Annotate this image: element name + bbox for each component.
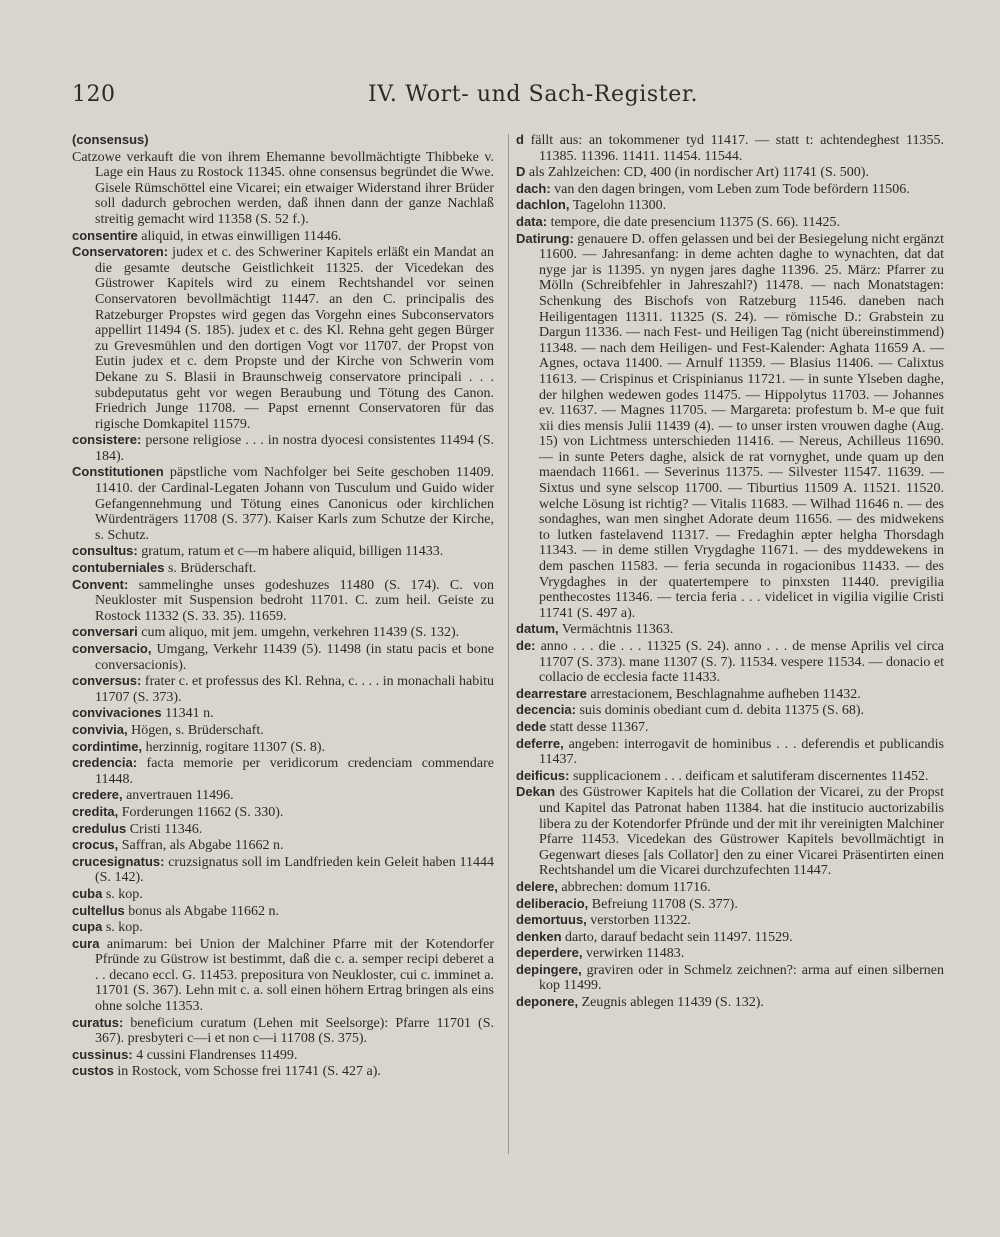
entry-text: statt desse 11367. [546,719,649,735]
entry-text: animarum: bei Union der Malchiner Pfarre mit der Kotendorfer Pfründe zu Güstrow ist bestimmt, daß die c. a. semper recipi deberet a . . decano eccl. G. 11453. prepositura von Neukloster, cui c. imminet a. 11701 (S. 367). Lehn mit c. a. soll einen höhern Ertrag bringen als eins ohne solche 11353. [95,936,494,1015]
index-entry [516,621,944,638]
entry-text: päpstliche vom Nachfolger bei Seite geschoben 11409. 11410. der Cardinal-Legaten Johann von Tusculum und Guido wider Gefangennehmung und Tötung eines Canonicus oder kirchlichen Würdenträgers 11708 (S. 377). Kaiser Karls zum Schutze der Kirche, s. Schutz. [95,465,494,543]
entry-text: cum aliquo, mit jem. umgehn, verkehren 11439 (S. 132). [137,625,460,641]
entry-text: abbrechen: domum 11716. [557,879,711,895]
entry-keyword: contuberniales [72,560,165,576]
entry-keyword: credencia: [72,755,138,771]
index-entry [516,686,944,703]
entry-keyword: deificus: [516,767,570,783]
index-entry [72,854,494,886]
entry-text: anno . . . die . . . 11325 (S. 24). anno . . . de mense Aprilis vel circa 11707 (S. 373). mane 11307 (S. 7). 11534. vespere 11534. — donacio et collacio de ecclesia facte 11433. [535,639,944,686]
entry-keyword: consultus: [72,543,138,559]
index-entry [72,228,494,245]
entry-keyword: demortuus, [516,912,587,928]
entry-text: fällt aus: an tokommener tyd 11417. — statt t: achtendeghest 11355. 11385. 11396. 11411. 11454. 11544. [523,133,944,164]
entry-keyword: deferre, [516,735,564,751]
index-entry [72,804,494,821]
index-entry [72,464,494,543]
index-entry [516,214,944,231]
entry-keyword: crocus, [72,837,119,853]
entry-keyword: credita, [72,803,119,819]
entry-keyword: convivaciones [72,705,162,721]
entry-keyword: cultellus [72,902,125,918]
index-entry [72,560,494,577]
entry-text: supplicacionem . . . deificam et salutiferam discernentes 11452. [569,768,929,784]
entry-text: Befreiung 11708 (S. 377). [588,896,738,912]
index-entry [72,705,494,722]
entry-text: van den dagen bringen, vom Leben zum Tode befördern 11506. [550,181,910,197]
column-divider [508,134,509,1154]
entry-keyword: d [516,132,524,147]
index-entry [72,149,494,228]
entry-text: facta memorie per veridicorum credenciam commendare 11448. [95,756,494,787]
page-header [72,82,932,116]
entry-keyword: denken [516,928,562,944]
entry-keyword: (consensus) [72,132,149,147]
index-entry [516,784,944,879]
index-entry [72,1063,494,1080]
entry-text: genauere D. offen gelassen und bei der Besiegelung nicht ergänzt 11600. — Jahresanfang: in deme achten daghe to wynachten, dat dat nyge jar is 11395. yn nygen jares daghe 11396. 25. März: Pfarrer zu Mölln (Schreibfehler in Jahreszahl?) 11478. — nach Monatstagen: Schenkung des Bischofs von Ratzeburg 11546. daneben nach Heiligentagen 11311. 11325 (S. 24). — römische D.: Grabstein zu Dargun 11336. — nach Fest- und Heiligen Tag (nicht übereinstimmend) 11348. — nach dem Heiligen- und Fest-Kalender: Aghata 11659 A. — Agnes, octava 11400. — Arnulf 11359. — Blasius 11406. — Calixtus 11613. — Crispinus et Crispinianus 11721. — in sunte Ylseben daghe, der hilghen wedewen godes 11475. — Hippolytus 11703. — Johannes ev. 11637. — Magnes 11705. — Margareta: profestum b. M-e que fuit xii dies mensis Julii 11439 (4). — to unser irsten vrouwen daghe (Aug. 15) von Lichtmess unterschieden 11416. — Nereus, Achilleus 11690. — in sunte Peters daghe, alsick de rat vornyghet, unde quam up den maendach 11661. — Severinus 11375. — Silvester 11547. 11639. — Sixtus und syne selscop 11700. — Tiburtius 11509 A. 11521. 11520. welche Lösung ist richtig? — Vitalis 11683. — Wilhad 11646 n. — des sondaghes, wan men singhet Adorate deum 11656. — des midwekens to lutken fastelavend 11317. — Fredaghin æpter helgha Thorsdagh 11343. — in deme stillen Vrygdaghe 11671. — des myddewekens in dem paschen 11583. — feria secunda in rogacionibus 11433. — des Vrygdaghes in der quatertempere to pinxsten 11440. previgilia penthecostes 11346. — tercia feria . . . videlicet in vigilia vigilie Cristi 11741 (S. 497 a). [539,231,944,621]
index-entry [72,886,494,903]
entry-text: Högen, s. Brüderschaft. [127,722,264,738]
entry-keyword: Convent: [72,576,129,592]
index-entry [72,919,494,936]
entry-text: Forderungen 11662 (S. 330). [118,804,284,820]
index-entry [72,244,494,432]
entry-keyword: dede [516,718,547,734]
entry-text: 11341 n. [161,706,214,722]
index-entry [72,543,494,560]
entry-text: gratum, ratum et c—m habere aliquid, billigen 11433. [137,544,444,560]
left-column [72,132,494,1080]
entry-keyword: crucesignatus: [72,853,165,869]
entry-keyword: cuba [72,885,103,901]
entry-text: des Güstrower Kapitels hat die Collation der Vicarei, zu der Propst und Kapitel das Patronat haben 11384. hat die institucio auctorizabilis libera zu der Kotendorfer Pfründe und der mit ihr vereinigten Malchiner Pfarre 11453. Vicedekan des Güstrower Kapitels bevollmächtigt in Gegenwart dieses [als Collator] den zu einer Vicarei Präsentirten einen Rechtshandel um die Vicarei durchzufechten 11447. [539,785,944,879]
entry-keyword: deliberacio, [516,895,589,911]
entry-text: graviren oder in Schmelz zeichnen?: arma auf einen silbernen kop 11499. [539,962,944,994]
index-entry [72,673,494,705]
index-entry [516,164,944,181]
entry-keyword: credere, [72,787,123,803]
entry-text: Catzowe verkauft die von ihrem Ehemanne bevollmächtigte Thibbeke v. Lage ein Haus zu Rostock 11345. ohne consensus begründet die Wwe. Gisele Rümschöttel eine Vicarei; ein etwaiger Widerstand ihrer Brüder soll dadurch gebrochen werden, daß ihnen dann der ganze Nachlaß streitig gemacht wird 11358 (S. 52 f.). [72,149,494,227]
index-entry [516,197,944,214]
entry-keyword: cura [72,935,100,951]
index-entry [72,837,494,854]
entry-text: Saffran, als Abgabe 11662 n. [118,838,284,854]
entry-text: in Rostock, vom Schosse frei 11741 (S. 427 a). [113,1064,381,1080]
entry-keyword: deperdere, [516,945,583,961]
entry-keyword: Constitutionen [72,464,164,480]
entry-text: judex et c. des Schweriner Kapitels erläßt ein Mandat an die gesamte deutsche Geistlichkeit 11325. der Vicedekan des Güstrower Kapitels wird zu einem Rechtshandel vor seinen Conservatoren bevollmächtigt 11447. an den C. principalis des Ratzeburger Propstes wird gegen das Vorgehn eines Subconservators appellirt 11494 (S. 185). judex et c. des Kl. Rehna geht gegen Bürger zu Grevesmühlen und den dortigen Vogt vor 11707. der Propst von Eutin judex et c. dem Propste und der Kirche von Schwerin vom Dekane zu S. Blasii in Braunschweig conservatore principali . . . subdeputatus geht vor wegen Beraubung und Tötung des Canon. Friedrich Junge 11708. — Papst ernennt Conservatoren für das rigische Domkapitel 11579. [95,245,494,432]
index-entry [516,638,944,686]
entry-keyword: convivia, [72,721,128,737]
index-entry [72,132,494,149]
entry-keyword: cordintime, [72,738,143,754]
entry-keyword: consistere: [72,432,142,448]
index-entry [72,1047,494,1064]
entry-text: bonus als Abgabe 11662 n. [124,903,279,919]
index-entry [72,755,494,787]
entry-text: arrestacionem, Beschlagnahme aufheben 11432. [586,686,861,702]
entry-keyword: cupa [72,919,103,935]
entry-text: darto, darauf bedacht sein 11497. 11529. [561,929,793,945]
entry-text: beneficium curatum (Lehen mit Seelsorge): Pfarre 11701 (S. 367). presbyteri c—i et non c—i 11708 (S. 375). [95,1015,494,1047]
entry-keyword: consentire [72,227,138,243]
entry-keyword: credulus [72,820,127,836]
entry-text: verstorben 11322. [586,913,691,929]
index-entry [516,181,944,198]
entry-text: als Zahlzeichen: CD, 400 (in nordischer Art) 11741 (S. 500). [525,165,869,181]
running-title: IV. Wort- und Sach-Register. [368,82,699,107]
index-entry [72,432,494,464]
index-entry [72,624,494,641]
entry-text: s. kop. [102,886,143,902]
index-entry [516,719,944,736]
entry-keyword: datum, [516,621,559,637]
entry-keyword: conversari [72,624,138,640]
entry-text: herzinnig, rogitare 11307 (S. 8). [142,739,326,755]
entry-text: verwirken 11483. [582,946,685,962]
index-entry [516,929,944,946]
index-entry [72,641,494,673]
index-entry [72,577,494,625]
entry-keyword: decencia: [516,702,576,718]
entry-keyword: cussinus: [72,1046,133,1062]
entry-text: Cristi 11346. [126,821,203,837]
entry-text: Vermächtnis 11363. [558,622,674,638]
index-entry [516,896,944,913]
entry-text: anvertrauen 11496. [122,788,234,804]
right-column [516,132,944,1011]
index-entry [516,962,944,994]
entry-keyword: conversus: [72,673,142,689]
entry-text: angeben: interrogavit de hominibus . . . deferendis et publicandis 11437. [539,736,944,768]
index-entry [72,821,494,838]
entry-text: aliquid, in etwas einwilligen 11446. [137,228,342,244]
entry-keyword: conversacio, [72,641,152,656]
entry-keyword: Datirung: [516,230,574,246]
entry-keyword: D [516,164,526,180]
entry-text: sammelinghe unses godeshuzes 11480 (S. 174). C. von Neukloster mit Suspension bedroht 11701. C. zum heil. Geiste zu Rostock 11332 (S. 33. 35). 11659. [95,577,494,624]
entry-keyword: curatus: [72,1014,124,1030]
index-entry [72,936,494,1015]
entry-text: Tagelohn 11300. [569,198,667,214]
entry-text: suis dominis obediant cum d. debita 11375 (S. 68). [575,703,864,719]
entry-keyword: data: [516,213,548,229]
entry-text: Zeugnis ablegen 11439 (S. 132). [578,995,764,1011]
entry-keyword: Conservatoren: [72,244,169,260]
page-number: 120 [72,82,116,107]
index-entry [72,739,494,756]
index-entry [516,768,944,785]
index-entry [516,945,944,962]
index-entry [516,879,944,896]
entry-keyword: delere, [516,878,558,894]
index-entry [516,231,944,622]
index-entry [72,722,494,739]
entry-keyword: dach: [516,180,551,196]
entry-text: cruzsignatus soll im Landfrieden kein Geleit haben 11444 (S. 142). [95,854,494,886]
entry-keyword: custos [72,1063,114,1079]
entry-keyword: dachlon, [516,197,570,213]
entry-text: frater c. et professus des Kl. Rehna, c. . . . in monachali habitu 11707 (S. 373). [95,674,494,705]
entry-text: persone religiose . . . in nostra dyocesi consistentes 11494 (S. 184). [95,433,494,464]
index-entry [516,736,944,768]
entry-keyword: deponere, [516,994,579,1010]
entry-keyword: de: [516,638,536,653]
index-entry [72,1015,494,1047]
entry-text: s. Brüderschaft. [164,561,257,577]
index-entry [516,702,944,719]
entry-keyword: dearrestare [516,685,587,701]
entry-keyword: depingere, [516,961,582,977]
entry-text: tempore, die date presencium 11375 (S. 66). 11425. [547,214,840,230]
index-entry [72,787,494,804]
index-entry [516,912,944,929]
index-entry [72,903,494,920]
index-entry [516,994,944,1011]
entry-text: s. kop. [102,920,143,936]
index-entry [516,132,944,164]
entry-keyword: Dekan [516,784,556,800]
entry-text: 4 cussini Flandrenses 11499. [132,1047,298,1063]
entry-text: Umgang, Verkehr 11439 (5). 11498 (in statu pacis et bone conversacionis). [95,642,494,673]
